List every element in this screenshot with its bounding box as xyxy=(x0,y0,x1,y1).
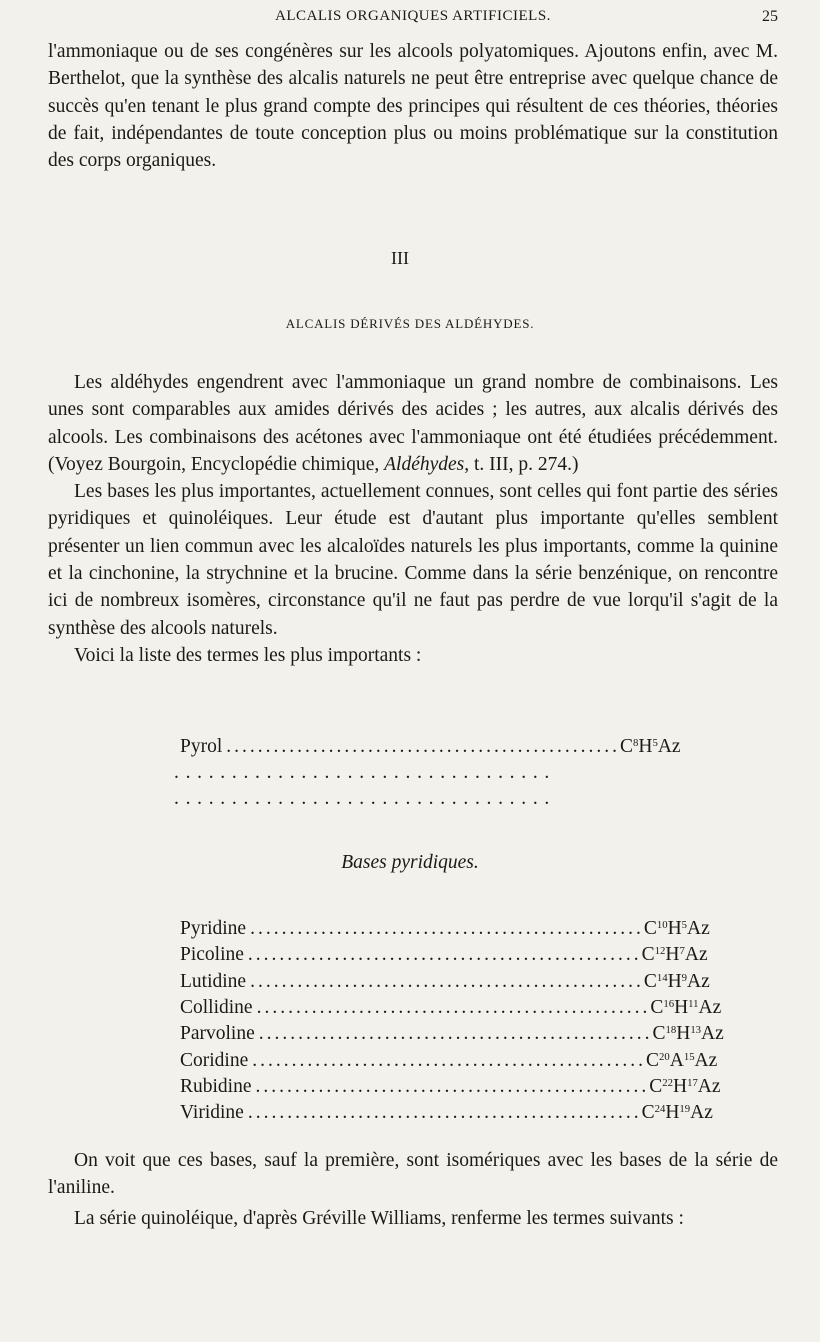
leader-dots: .................................................. xyxy=(258,1023,653,1045)
paragraph-list-intro: Voici la liste des termes les plus importants : xyxy=(74,644,422,666)
intro-text: l'ammoniaque ou de ses congénères sur les alcools polyatomiques. Ajoutons enfin, avec M. Berthelot, que la synthèse des alcalis naturels ne peut être entreprise avec quelque chance de succès qu'en tenant le plus grand compte des principes qui résultent de ces théories, théories de fait, indépendantes de toute conception plus ou moins problématique sur la constitution des corps organiques. xyxy=(48,41,778,172)
leader-dots: .................................................. xyxy=(256,997,651,1019)
running-title: ALCALIS ORGANIQUES ARTIFICIELS. xyxy=(275,8,551,24)
section-title: ALCALIS DÉRIVÉS DES ALDÉHYDES. xyxy=(285,316,535,331)
list-item xyxy=(180,1047,718,1073)
compound-name: Parvoline xyxy=(180,1023,255,1045)
list-item xyxy=(180,1021,724,1047)
section-number: III xyxy=(391,248,409,268)
list-item xyxy=(180,969,710,995)
intro-paragraph xyxy=(48,38,778,174)
leader-dots: .................................................. xyxy=(255,1075,650,1097)
leader-dots: .................................................. xyxy=(250,970,644,992)
paragraph-aldehydes: Les aldéhydes engendrent avec l'ammoniaque un grand nombre de combinaisons. Les unes sont comparables aux amides dérivés des acides ; les autres, aux alcalis dérivés des alcools. Les combinaisons des acétones avec l'ammoniaque ont été étudiées précédemment. (Voyez Bourgoin, Encyclopédie chimique, Aldéhydes, t. III, p. 274.) xyxy=(48,372,778,475)
leader-dots: .................................................. xyxy=(252,1049,646,1071)
list-item xyxy=(180,942,708,968)
pyrol-list xyxy=(180,734,681,760)
compound-formula: $C^{24}H^{19}Az$ xyxy=(641,1102,713,1124)
compound-formula: $C^8H^5Az$ xyxy=(620,736,681,758)
pyridine-bases-list xyxy=(180,916,724,1126)
compound-formula: $C^{20}A^{15}Az$ xyxy=(646,1049,718,1071)
list-item xyxy=(180,916,710,942)
compound-formula: $C^{18}H^{13}Az$ xyxy=(652,1023,724,1045)
paragraph-bases: Les bases les plus importantes, actuellement connues, sont celles qui font partie des séries pyridiques et quinoléiques. Leur étude est d'autant plus importante qu'elles semblent présenter un lien commun avec les alcaloïdes naturels les plus importants, comme la quinine et la cinchonine, la strychnine et la brucine. Comme dans la série benzénique, on rencontre ici de nombreux isomères, circonstance qu'il ne faut pas perdre de vue lorqu'il s'agit de la synthèse des alcools naturels. xyxy=(48,481,778,639)
closing-paragraphs xyxy=(48,1147,778,1232)
ellipsis-line: ................................. xyxy=(174,762,556,783)
compound-name: Collidine xyxy=(180,997,253,1019)
compound-formula: $C^{10}H^5Az$ xyxy=(643,918,710,940)
compound-name: Coridine xyxy=(180,1049,249,1071)
subtitle-pyridine-bases: Bases pyridiques. xyxy=(341,852,479,873)
leader-dots: .................................................. xyxy=(250,918,644,940)
compound-name: Pyridine xyxy=(180,918,247,940)
leader-dots: .................................................. xyxy=(247,944,642,966)
compound-formula: $C^{22}H^{17}Az$ xyxy=(649,1075,721,1097)
list-item xyxy=(180,1100,713,1126)
leader-dots: .................................................. xyxy=(247,1102,642,1124)
page-number: 25 xyxy=(762,8,778,25)
list-item xyxy=(180,734,681,760)
page-header xyxy=(48,8,778,32)
compound-formula: $C^{16}H^{11}Az$ xyxy=(650,997,722,1019)
ellipsis-line: ................................. xyxy=(174,788,556,809)
citation-italic: Aldéhydes xyxy=(384,453,465,475)
compound-formula: $C^{14}H^9Az$ xyxy=(643,970,710,992)
leader-dots: .................................................. xyxy=(226,736,621,758)
paragraph-isomers: On voit que ces bases, sauf la première, sont isomériques avec les bases de la série de l'aniline. xyxy=(48,1150,778,1199)
compound-name: Rubidine xyxy=(180,1075,252,1097)
paragraph-quinoline: La série quinoléique, d'après Gréville Williams, renferme les termes suivants : xyxy=(74,1207,684,1229)
list-item xyxy=(180,995,722,1021)
list-item xyxy=(180,1074,721,1100)
compound-name: Picoline xyxy=(180,944,244,966)
compound-formula: $C^{12}H^7Az$ xyxy=(641,944,708,966)
compound-name: Pyrol xyxy=(180,736,223,758)
body-paragraphs xyxy=(48,369,778,669)
compound-name: Viridine xyxy=(180,1102,244,1124)
compound-name: Lutidine xyxy=(180,970,247,992)
